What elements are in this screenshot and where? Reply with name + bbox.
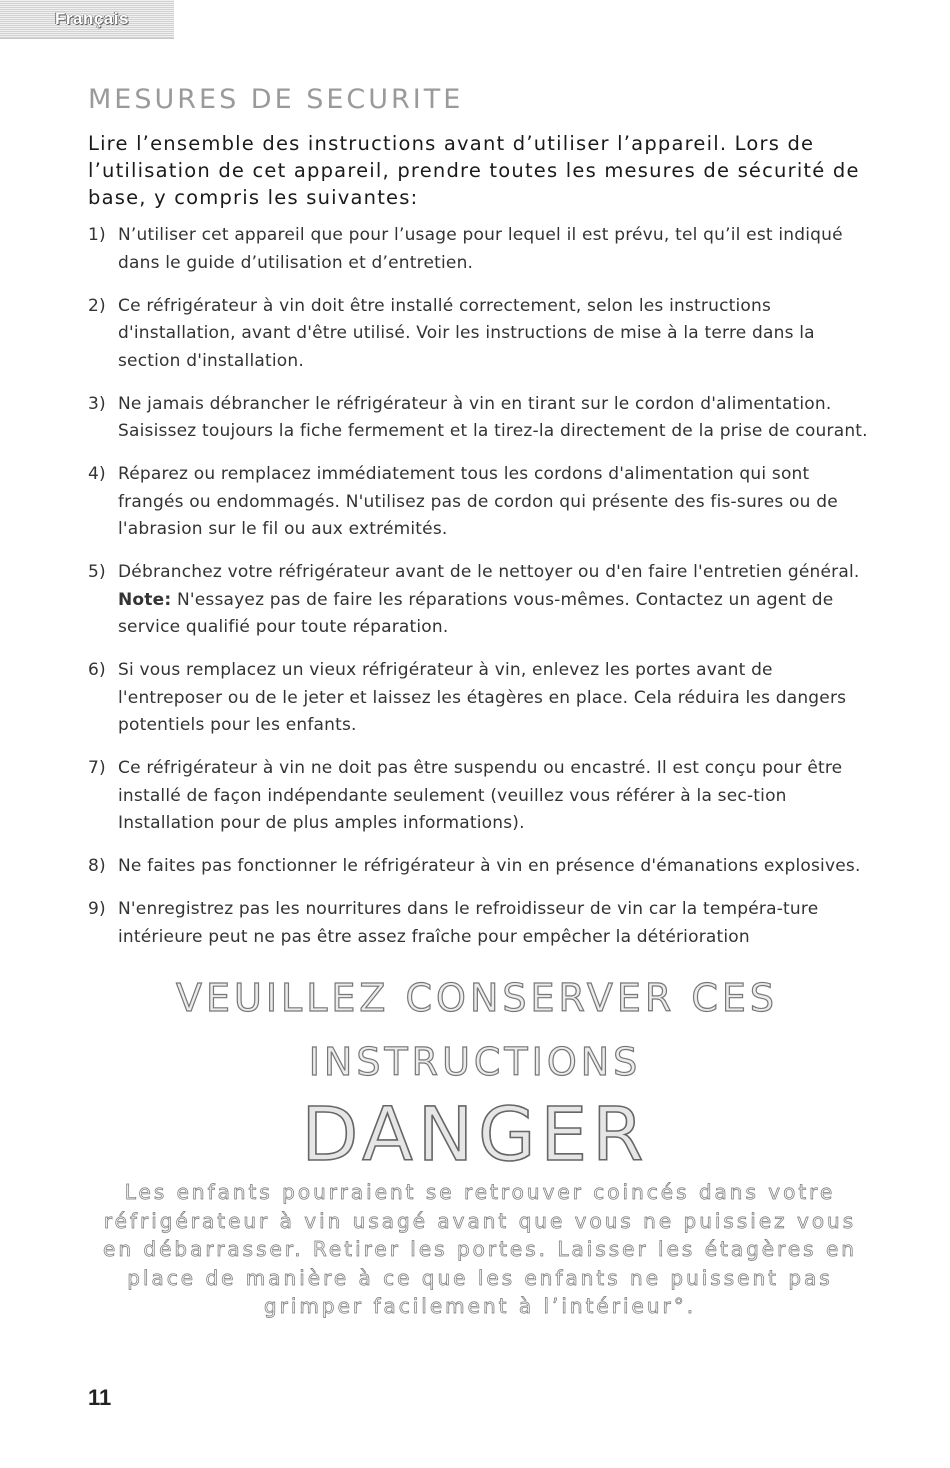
page-number: 11 (88, 1385, 112, 1410)
list-item-number: 5) (88, 562, 106, 582)
list-item-number: 9) (88, 899, 106, 919)
list-item (88, 222, 878, 277)
list-item-number: 3) (88, 393, 106, 414)
note-label: Note: (118, 589, 172, 610)
list-item (88, 657, 878, 740)
list-item-text: Réparez ou remplacez immédiatement tous les cordons d'alimentation qui sont frangés ou endommagés. N'utilisez pas de cordon qui présente des fis-sures ou de l'abrasion sur le fil ou aux extrémités. (118, 464, 838, 539)
language-tab-label: Français (55, 9, 129, 28)
list-item (88, 559, 878, 642)
list-item (88, 755, 878, 838)
save-instructions-heading-line2: INSTRUCTIONS (308, 1040, 642, 1084)
list-item (88, 853, 878, 881)
list-item (88, 896, 878, 951)
safety-instructions-list (88, 222, 878, 967)
list-item-text: Débranchez votre réfrigérateur avant de le nettoyer ou d'en faire l'entretien général. (118, 562, 860, 582)
list-item-number: 6) (88, 660, 106, 680)
list-item-number: 7) (88, 758, 106, 778)
list-item-text: Ne jamais débrancher le réfrigérateur à vin en tirant sur le cordon d'alimentation. Saisissez toujours la fiche fermement et la tirez-la directement de la prise de courant. (118, 393, 868, 441)
danger-heading: DANGER (301, 1092, 649, 1178)
list-item-text: N’utiliser cet appareil que pour l’usage pour lequel il est prévu, tel qu’il est indiqué dans le guide d’utilisation et d’entretien. (118, 225, 843, 273)
list-item-text: Ce réfrigérateur à vin ne doit pas être suspendu ou encastré. Il est conçu pour être installé de façon indépendante seulement (veuillez vous référer à la sec-tion Installation pour de plus amples informations). (118, 758, 843, 833)
list-item-number: 4) (88, 464, 106, 484)
list-item-text: N'enregistrez pas les nourritures dans le refroidisseur de vin car la tempéra-ture intérieure peut ne pas être assez fraîche pour empêcher la détérioration (118, 899, 819, 947)
list-item (88, 461, 878, 544)
list-item-number: 2) (88, 295, 106, 316)
save-instructions-heading-line1: VEUILLEZ CONSERVER CES (176, 976, 778, 1020)
danger-warning-text: Les enfants pourraient se retrouver coincés dans votre réfrigérateur à vin usagé avant que vous ne puissiez vous en débarrasser. Retirer les portes. Laisser les étagères en place de manière à ce que les enfants ne puissent pas grimper facilement à l’intérieur°. (103, 1180, 857, 1318)
list-item (88, 391, 878, 446)
list-item-number: 8) (88, 856, 106, 876)
language-tab (0, 0, 174, 39)
list-item-number: 1) (88, 225, 106, 245)
list-item-text: Si vous remplacez un vieux réfrigérateur à vin, enlevez les portes avant de l'entreposer ou de le jeter et laissez les étagères en place. Cela réduira les dangers potentiels pour les enfants. (118, 660, 847, 735)
list-item-text: Ce réfrigérateur à vin doit être installé correctement, selon les instructions d'installation, avant d'être utilisé. Voir les instructions de mise à la terre dans la section d'installation. (118, 295, 815, 371)
list-item-text: Ne faites pas fonctionner le réfrigérateur à vin en présence d'émanations explosives. (118, 856, 861, 876)
section-title: MESURES DE SECURITE (88, 84, 464, 115)
list-item-text: N'essayez pas de faire les réparations vous-mêmes. Contactez un agent de service qualifié pour toute réparation. (118, 589, 834, 637)
list-item (88, 293, 878, 376)
intro-paragraph: Lire l’ensemble des instructions avant d’utiliser l’appareil. Lors de l’utilisation de cet appareil, prendre toutes les mesures de sécurité de base, y compris les suivantes: (88, 132, 860, 209)
